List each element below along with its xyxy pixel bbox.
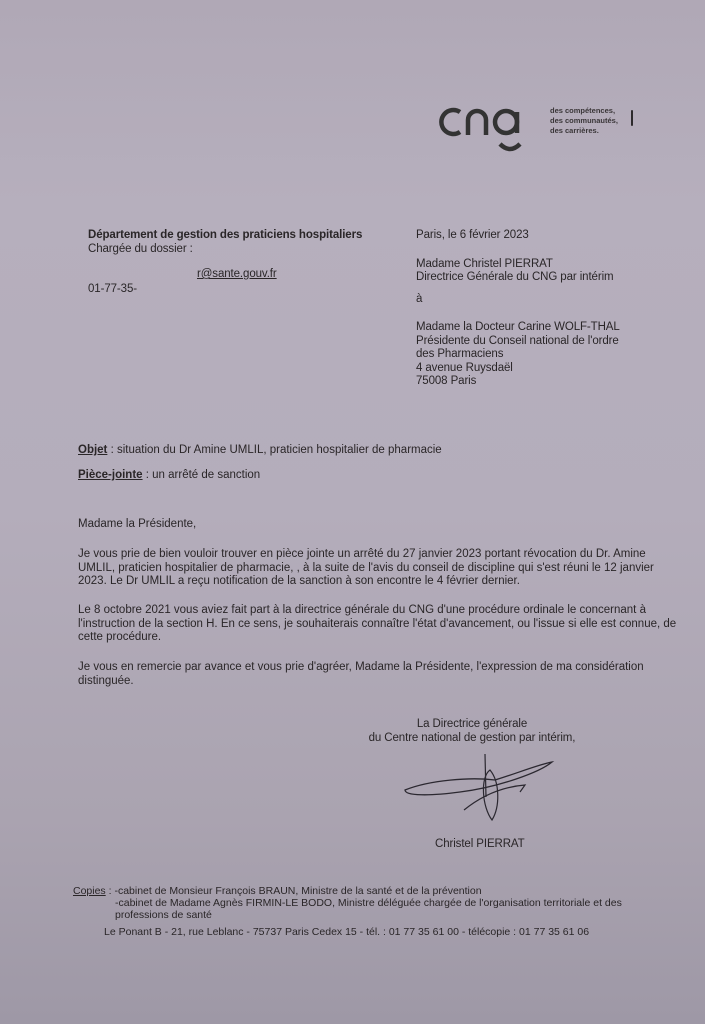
footer-address: Le Ponant B - 21, rue Leblanc - 75737 Paris Cedex 15 - tél. : 01 77 35 61 00 - télécopie : 01 77 35 61 06	[104, 926, 590, 938]
copies-separator: :	[105, 885, 115, 897]
addressing-block	[416, 229, 676, 389]
copies-block	[73, 885, 673, 921]
signature-title	[362, 718, 582, 745]
sender-block	[88, 229, 398, 256]
subject-text: : situation du Dr Amine UMLIL, praticien hospitalier de pharmacie	[107, 444, 442, 456]
signer-name: Christel PIERRAT	[435, 838, 525, 850]
cng-logo	[438, 100, 648, 160]
tagline-line: des carrières.	[550, 126, 599, 135]
recipient-line: des Pharmaciens	[416, 348, 504, 360]
tagline-line: des compétences,	[550, 106, 616, 115]
copy-recipient: -cabinet de Monsieur François BRAUN, Ministre de la santé et de la prévention	[114, 885, 482, 897]
logo-divider	[631, 110, 633, 126]
body-paragraph: Le 8 octobre 2021 vous aviez fait part à la directrice générale du CNG d'une procédure ordinale le concernant à l'instruction de la section H. En ce sens, je souhaiterais connaître l'état d'avancement, ou l'issue si elle est connue, de cette procédure.	[78, 604, 677, 643]
recipient-line: Présidente du Conseil national de l'ordre	[416, 334, 619, 347]
recipient-line: 75008 Paris	[416, 375, 477, 387]
attachment-text: : un arrêté de sanction	[142, 469, 261, 481]
logo-tagline	[550, 106, 618, 136]
from-title: Directrice Générale du CNG par intérim	[416, 271, 614, 283]
salutation: Madame la Présidente,	[78, 518, 197, 530]
signature-title-line: La Directrice générale	[416, 718, 528, 730]
tagline-line: des communautés,	[550, 116, 618, 125]
attachment-label: Pièce-jointe	[78, 469, 143, 481]
recipient-address	[416, 321, 676, 389]
letter-date: Paris, le 6 février 2023	[416, 229, 529, 241]
sender-email-link[interactable]: r@sante.gouv.fr	[197, 268, 277, 280]
from-name: Madame Christel PIERRAT	[416, 257, 553, 270]
copies-label: Copies	[73, 885, 106, 897]
file-manager-label: Chargée du dossier :	[88, 242, 193, 255]
cng-logo-mark-icon	[438, 100, 538, 160]
signature-title-line: du Centre national de gestion par intérim,	[368, 731, 576, 744]
handwritten-signature-icon	[400, 752, 560, 822]
body-paragraph: Je vous prie de bien vouloir trouver en pièce jointe un arrêté du 27 janvier 2023 portant révocation du Dr. Amine UMLIL, praticien hospitalier de pharmacie, , à la suite de l'avis du conseil de discipline qui s'est réuni le 12 janvier 2023. Le Dr UMLIL a reçu notification de la sanction à son encontre le 4 février dernier.	[78, 548, 654, 587]
recipient-line: 4 avenue Ruysdaël	[416, 361, 513, 374]
to-word: à	[416, 292, 423, 305]
attachment-line	[78, 469, 678, 483]
body-paragraph: Je vous en remercie par avance et vous prie d'agréer, Madame la Présidente, l'expression de ma considération distinguée.	[78, 661, 644, 687]
copy-recipient: -cabinet de Madame Agnès FIRMIN-LE BODO, Ministre déléguée chargée de l'organisation territoriale et des professions de santé	[115, 897, 622, 921]
department-name: Département de gestion des praticiens hospitaliers	[88, 229, 363, 241]
sender-phone: 01-77-35-	[88, 283, 137, 295]
copies-line	[73, 885, 673, 897]
recipient-line: Madame la Docteur Carine WOLF-THAL	[416, 321, 620, 333]
subject-line	[78, 444, 678, 458]
subject-label: Objet	[78, 444, 108, 456]
